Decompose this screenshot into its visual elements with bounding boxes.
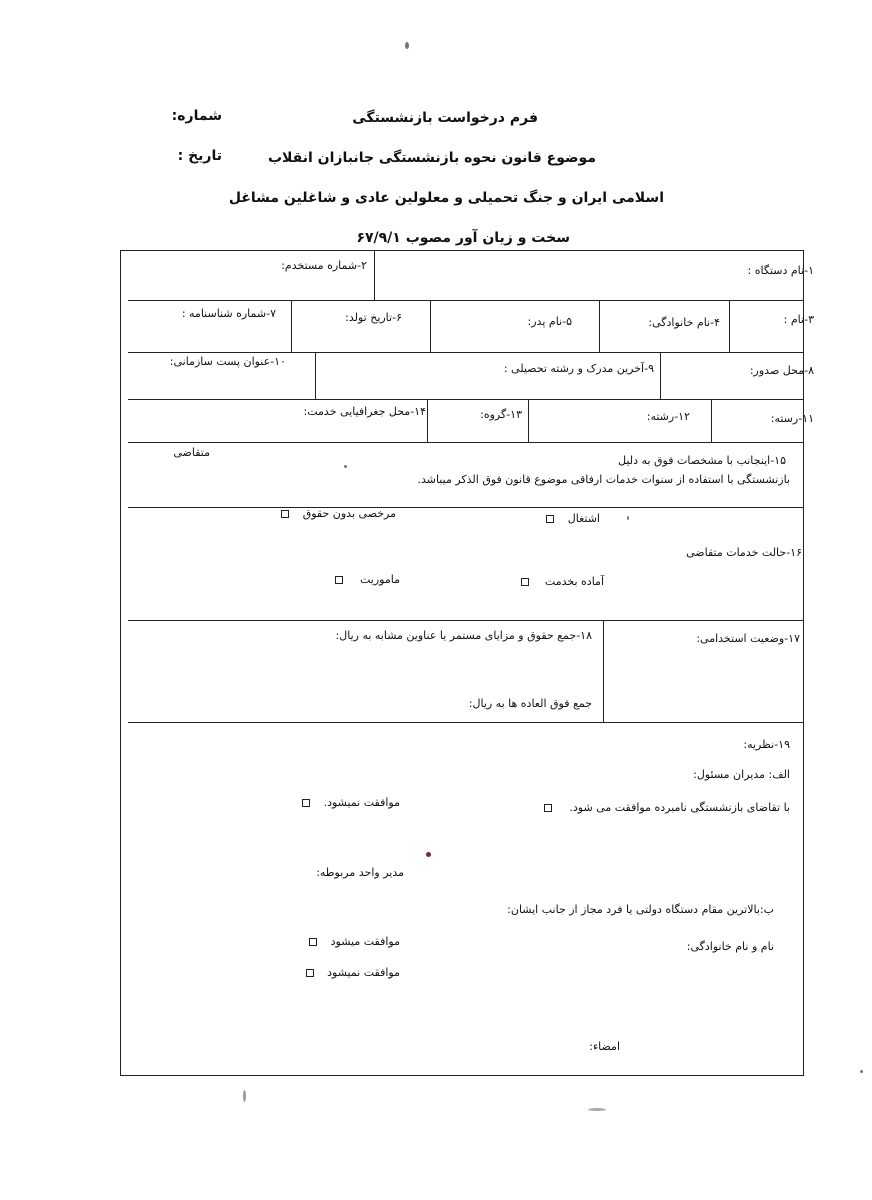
name-surname-label: نام و نام خانوادگی: xyxy=(686,940,774,953)
form-title: فرم درخواست بازنشستگی xyxy=(352,110,538,126)
scan-speck xyxy=(243,1090,246,1102)
mission-checkbox[interactable] xyxy=(335,576,343,584)
form-subtitle-line1: موضوع قانون نحوه بازنشستگی جانبازان انقلاب xyxy=(267,150,596,166)
option-unpaid-leave xyxy=(281,507,396,520)
official-disagree-checkbox[interactable] xyxy=(306,969,314,977)
managers-agree-label: با تقاضای بازنشستگی نامبرده موافقت می شود. xyxy=(569,801,790,814)
number-label: شماره: xyxy=(171,108,222,124)
request-statement-line1: ۱۵-اینجانب با مشخصات فوق به دلیل xyxy=(618,454,786,467)
scan-speck xyxy=(405,42,409,49)
scan-speck xyxy=(588,1108,606,1111)
unpaid-leave-checkbox[interactable] xyxy=(281,510,289,518)
issue-place-label: ۸-محل صدور: xyxy=(749,364,814,377)
request-statement-line2: بازنشستگی با استفاده از سنوات خدمات ارفاقی موضوع قانون فوق الذکر میباشد. xyxy=(417,473,790,486)
date-label: تاریخ : xyxy=(177,148,222,164)
service-status-label: ۱۶-حالت خدمات متقاضی xyxy=(686,546,802,559)
unit-manager-label: مدیر واحد مربوطه: xyxy=(316,866,404,879)
salary-total-label: ۱۸-جمع حقوق و مزایای مستمر یا عناوین مشابه به ریال: xyxy=(335,629,592,642)
employment-status-label: ۱۷-وضعیت استخدامی: xyxy=(696,632,800,645)
group-label: ۱۳-گروه: xyxy=(480,408,522,421)
option-unpaid-leave-label: مرخصی بدون حقوق xyxy=(302,507,396,520)
field-label: ۱۲-رشته: xyxy=(646,410,690,423)
managers-label: الف: مدیران مسئول: xyxy=(693,768,790,781)
scan-speck xyxy=(344,465,347,468)
scan-speck xyxy=(627,516,629,520)
official-disagree-label: موافقت نمیشود xyxy=(327,966,400,979)
official-agree-checkbox[interactable] xyxy=(309,938,317,946)
service-location-label: ۱۴-محل جغرافیایی خدمت: xyxy=(303,405,426,418)
education-label: ۹-آخرین مدرک و رشته تحصیلی : xyxy=(503,362,654,375)
form-subtitle-line3: سخت و زیان آور مصوب ۶۷/۹/۱ xyxy=(356,230,570,246)
option-mission xyxy=(335,573,401,586)
option-ready-label: آماده بخدمت xyxy=(544,575,604,588)
signature-label: امضاء: xyxy=(589,1040,620,1053)
agency-name-label: ۱-نام دستگاه : xyxy=(747,264,814,277)
top-official-label: ب:بالاترین مقام دستگاه دولتی یا فرد مجاز از جانب ایشان: xyxy=(507,903,774,916)
official-disagree-option xyxy=(306,966,400,979)
opinion-label: ۱۹-نظریه: xyxy=(743,738,790,751)
last-name-label: ۴-نام خانوادگی: xyxy=(648,316,720,329)
managers-disagree-option xyxy=(302,796,400,809)
managers-agree-option xyxy=(544,801,790,814)
employed-checkbox[interactable] xyxy=(546,515,554,523)
option-ready xyxy=(521,575,604,588)
scan-speck xyxy=(426,852,431,857)
id-number-label: ۷-شماره شناسنامه : xyxy=(181,307,276,320)
form-subtitle-line2: اسلامی ایران و جنگ تحمیلی و معلولین عادی و شاغلین مشاغل xyxy=(228,190,664,206)
managers-agree-checkbox[interactable] xyxy=(544,804,552,812)
ready-checkbox[interactable] xyxy=(521,578,529,586)
official-agree-option xyxy=(309,935,400,948)
applicant-label: متقاضی xyxy=(173,446,210,459)
position-title-label: ۱۰-عنوان پست سازمانی: xyxy=(169,355,286,368)
father-name-label: ۵-نام پدر: xyxy=(527,315,572,328)
managers-disagree-checkbox[interactable] xyxy=(302,799,310,807)
first-name-label: ۳-نام : xyxy=(783,313,814,326)
category-label: ۱۱-رسته: xyxy=(770,412,814,425)
managers-disagree-label: موافقت نمیشود. xyxy=(323,796,400,809)
option-employed xyxy=(546,512,600,525)
birth-date-label: ۶-تاریخ تولد: xyxy=(345,311,402,324)
employee-number-label: ۲-شماره مستخدم: xyxy=(281,259,367,272)
option-employed-label: اشتغال xyxy=(567,512,600,525)
official-agree-label: موافقت میشود xyxy=(330,935,400,948)
extra-pay-total-label: جمع فوق العاده ها به ریال: xyxy=(468,697,592,710)
scan-speck xyxy=(860,1070,863,1073)
option-mission-label: ماموریت xyxy=(360,573,400,586)
